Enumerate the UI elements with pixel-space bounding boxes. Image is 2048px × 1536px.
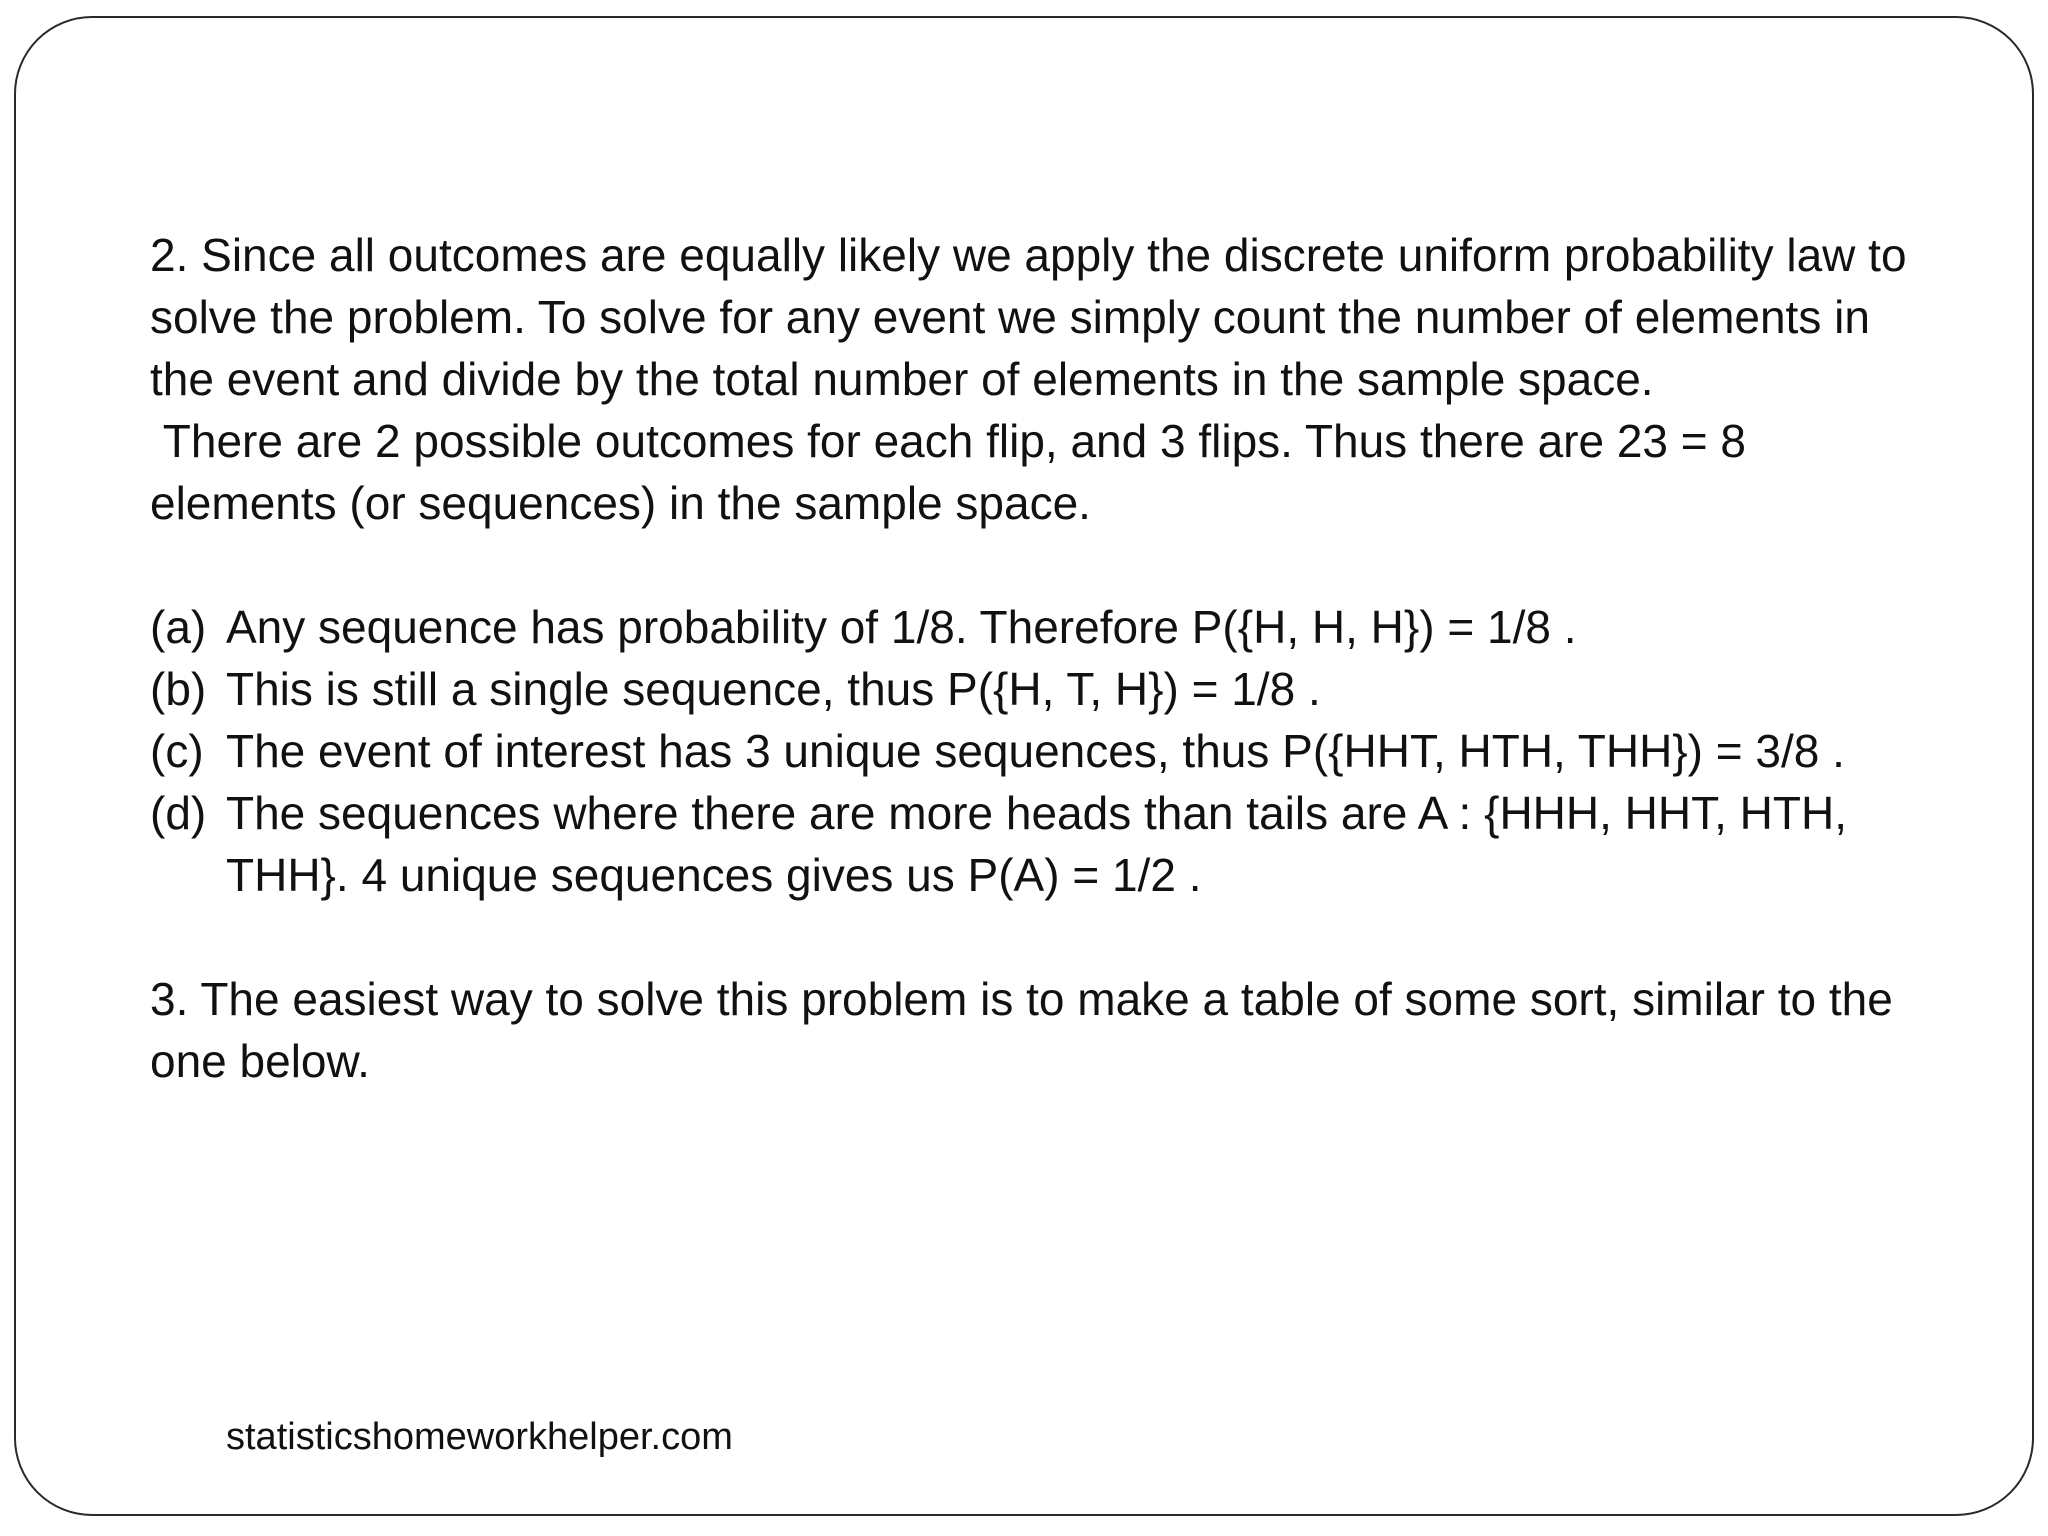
list-item-text: Any sequence has probability of 1/8. Therefore P({H, H, H}) = 1/8 . bbox=[226, 601, 1577, 653]
list-marker: (b) bbox=[150, 663, 207, 715]
paragraph-2-continued bbox=[150, 410, 1940, 534]
list-marker: (d) bbox=[150, 787, 207, 839]
list-item bbox=[150, 596, 1940, 658]
spacer bbox=[150, 906, 1940, 968]
list-item bbox=[150, 782, 1940, 906]
list-marker: (c) bbox=[150, 725, 204, 777]
paragraph-2-continued-text: There are 2 possible outcomes for each flip, and 3 flips. Thus there are 23 = 8 elements (or sequences) in the sample space. bbox=[150, 415, 1747, 529]
list-item-text: This is still a single sequence, thus P({H, T, H}) = 1/8 . bbox=[226, 663, 1321, 715]
spacer bbox=[150, 534, 1940, 596]
list-item bbox=[150, 658, 1940, 720]
footer-website: statisticshomeworkhelper.com bbox=[226, 1416, 733, 1458]
answer-list bbox=[150, 596, 1940, 906]
list-item bbox=[150, 720, 1940, 782]
paragraph-3: 3. The easiest way to solve this problem is to make a table of some sort, similar to the one below. bbox=[150, 973, 1893, 1087]
list-item-text: The sequences where there are more heads than tails are A : {HHH, HHT, HTH, THH}. 4 unique sequences gives us P(A) = 1/2 . bbox=[226, 787, 1847, 901]
list-item-text: The event of interest has 3 unique sequences, thus P({HHT, HTH, THH}) = 3/8 . bbox=[226, 725, 1845, 777]
paragraph-2: 2. Since all outcomes are equally likely we apply the discrete uniform probability law to solve the problem. To solve for any event we simply count the number of elements in the event and divide by the total number of elements in the sample space. bbox=[150, 229, 1907, 405]
list-marker: (a) bbox=[150, 601, 207, 653]
slide-content bbox=[150, 224, 1940, 1092]
